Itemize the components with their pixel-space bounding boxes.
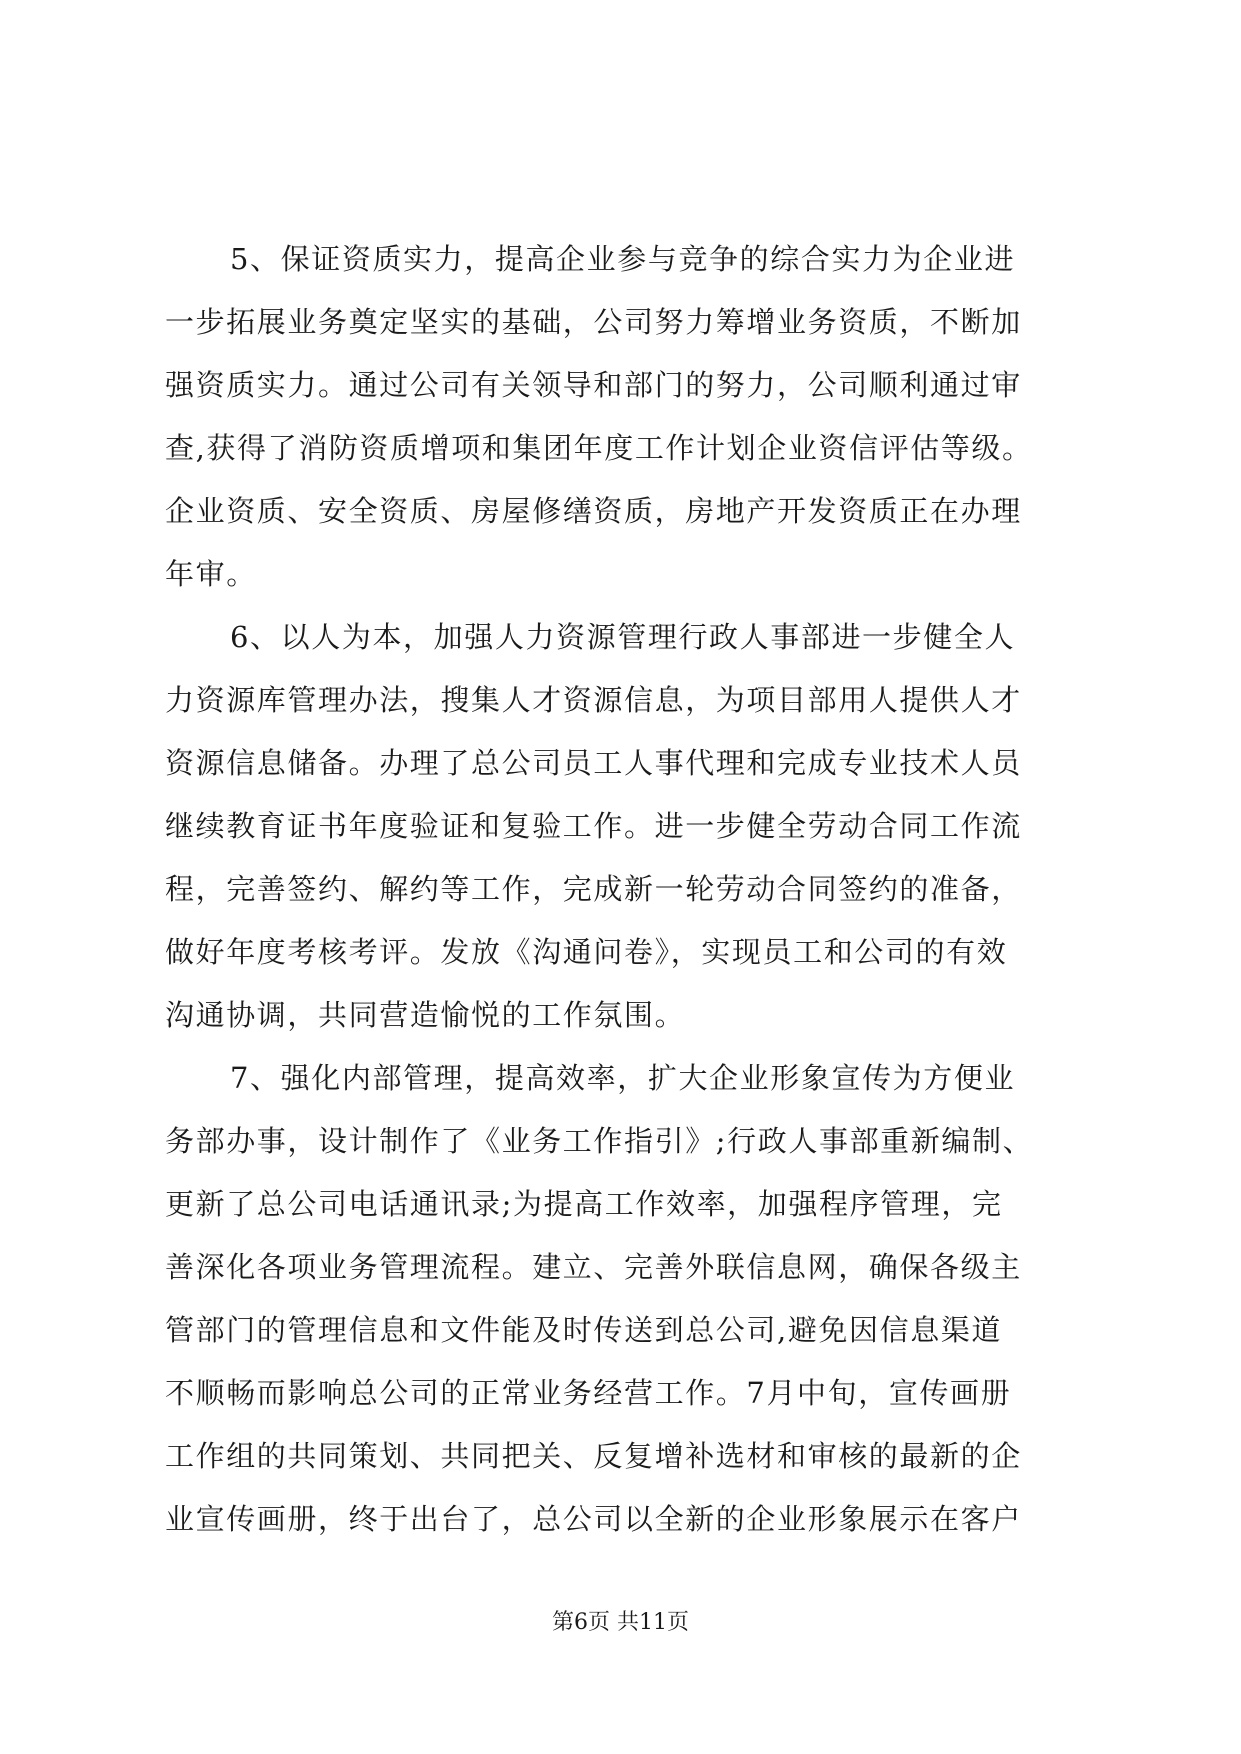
document-body [165,228,1085,1551]
paragraph-6 [165,606,1085,1047]
text-line: 查,获得了消防资质增项和集团年度工作计划企业资信评估等级。 [165,431,1033,465]
text-line: 沟通协调，共同营造愉悦的工作氛围。 [165,998,686,1032]
paragraph-5 [165,228,1085,606]
paragraph-7 [165,1047,1085,1551]
text-line: 程，完善签约、解约等工作，完成新一轮劳动合同签约的准备， [165,872,1022,906]
text-line: 更新了总公司电话通讯录;为提高工作效率，加强程序管理，完 [165,1187,1003,1221]
text-line: 务部办事，设计制作了《业务工作指引》;行政人事部重新编制、 [165,1124,1034,1158]
text-line: 管部门的管理信息和文件能及时传送到总公司,避免因信息渠道 [165,1313,1003,1347]
text-line: 业宣传画册，终于出台了，总公司以全新的企业形象展示在客户 [165,1502,1022,1536]
text-line: 一步拓展业务奠定坚实的基础，公司努力筹增业务资质，不断加 [165,305,1022,339]
text-line: 年审。 [165,557,257,591]
text-line: 工作组的共同策划、共同把关、反复增补选材和审核的最新的企 [165,1439,1022,1473]
text-line: 继续教育证书年度验证和复验工作。进一步健全劳动合同工作流 [165,809,1022,843]
text-line: 力资源库管理办法，搜集人才资源信息，为项目部用人提供人才 [165,683,1022,717]
text-line: 7、强化内部管理，提高效率，扩大企业形象宣传为方便业 [230,1061,1016,1095]
text-line: 6、以人为本，加强人力资源管理行政人事部进一步健全人 [230,620,1016,654]
text-line: 做好年度考核考评。发放《沟通问卷》，实现员工和公司的有效 [165,935,1008,969]
text-line: 善深化各项业务管理流程。建立、完善外联信息网，确保各级主 [165,1250,1022,1284]
text-line: 强资质实力。通过公司有关领导和部门的努力，公司顺利通过审 [165,368,1022,402]
page-number-footer: 第6页 共11页 [552,1610,689,1635]
text-line: 资源信息储备。办理了总公司员工人事代理和完成专业技术人员 [165,746,1022,780]
text-line: 企业资质、安全资质、房屋修缮资质，房地产开发资质正在办理 [165,494,1022,528]
text-line: 5、保证资质实力，提高企业参与竞争的综合实力为企业进 [230,242,1016,276]
text-line: 不顺畅而影响总公司的正常业务经营工作。7月中旬，宣传画册 [165,1376,1012,1410]
